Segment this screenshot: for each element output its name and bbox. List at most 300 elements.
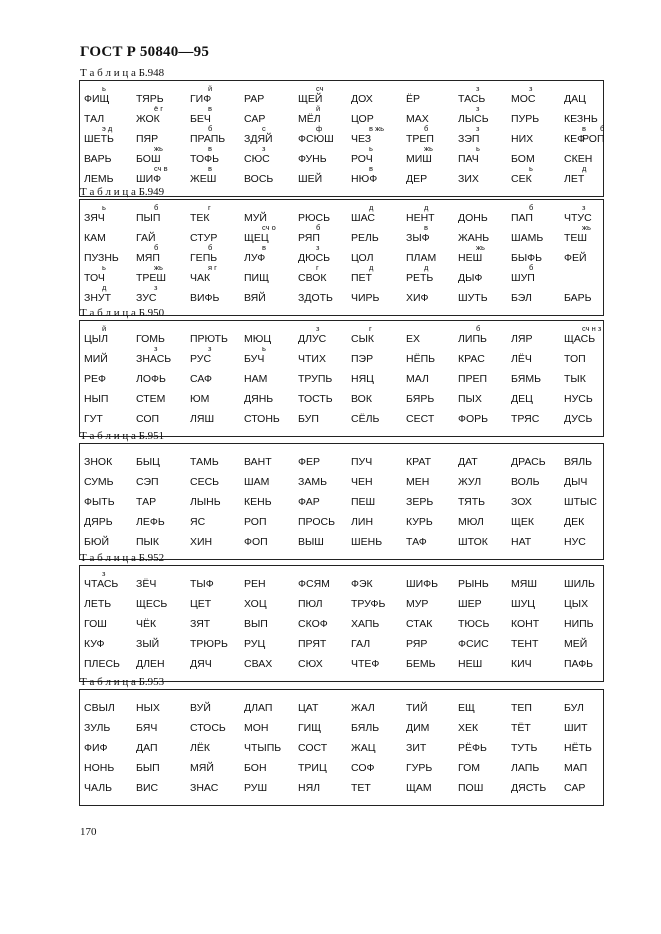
word-text: ДОХ bbox=[351, 93, 373, 105]
word-text: РЯР bbox=[406, 638, 428, 650]
word-text: ЗЕРЬ bbox=[406, 496, 434, 508]
word-text: ТРЕШ bbox=[136, 272, 167, 284]
word-text: САР bbox=[244, 113, 266, 125]
word-text: ЩЕСЬ bbox=[136, 598, 168, 610]
word-text: ВАНТ bbox=[244, 456, 272, 468]
word-text: ЧТИХ bbox=[298, 353, 326, 365]
word-text: ЧЁК bbox=[136, 618, 157, 630]
pronunciation-mark: жь bbox=[476, 243, 485, 252]
word-text: ТЫФ bbox=[190, 578, 214, 590]
word-text: МИШ bbox=[406, 153, 432, 165]
word-text: ПРЮТЬ bbox=[190, 333, 228, 345]
word-text: ЩЕЦ bbox=[244, 232, 269, 244]
table-caption: Т а б л и ц а Б.953 bbox=[80, 676, 165, 688]
word-text: РУС bbox=[190, 353, 212, 365]
word-text: МАП bbox=[564, 762, 588, 774]
word-text: РЁФЬ bbox=[458, 742, 487, 754]
word-text: ВУЙ bbox=[190, 702, 211, 714]
word-text: ШИФЬ bbox=[406, 578, 439, 590]
pronunciation-mark: з bbox=[476, 124, 480, 133]
word-text: БАРЬ bbox=[564, 292, 592, 304]
table-row bbox=[80, 734, 603, 754]
word-text: МЮЦ bbox=[244, 333, 272, 345]
table-row bbox=[80, 244, 603, 264]
word-text: БОН bbox=[244, 762, 267, 774]
pronunciation-mark: ь bbox=[102, 84, 106, 93]
word-text: ДЮСЬ bbox=[298, 252, 331, 264]
word-text: ШАМЬ bbox=[511, 232, 544, 244]
word-text: ТОФЬ bbox=[190, 153, 219, 165]
word-text: ШЕТЬ bbox=[84, 133, 114, 145]
word-text: ПУРЬ bbox=[511, 113, 540, 125]
pronunciation-mark: в жь bbox=[369, 124, 384, 133]
word-text: ДАЦ bbox=[564, 93, 586, 105]
word-text: БЯМЬ bbox=[511, 373, 541, 385]
word-text: ТАР bbox=[136, 496, 157, 508]
pronunciation-mark: с bbox=[262, 124, 266, 133]
word-text: СТАК bbox=[406, 618, 433, 630]
word-text: ПЛАМ bbox=[406, 252, 437, 264]
word-text: ЛУФ bbox=[244, 252, 266, 264]
pronunciation-mark: ь bbox=[262, 344, 266, 353]
word-text: ШИФ bbox=[136, 173, 162, 185]
word-text: ЖЕШ bbox=[190, 173, 217, 185]
word-text: БОШ bbox=[136, 153, 161, 165]
word-text: ЛИПЬ bbox=[458, 333, 487, 345]
table-row bbox=[80, 630, 603, 650]
word-text: ТАФ bbox=[406, 536, 427, 548]
word-text: РЕФ bbox=[84, 373, 106, 385]
word-text: ФЭК bbox=[351, 578, 373, 590]
word-text: ЦОР bbox=[351, 113, 374, 125]
pronunciation-mark: з bbox=[582, 203, 586, 212]
pronunciation-mark: з bbox=[208, 344, 212, 353]
word-text: НЫХ bbox=[136, 702, 160, 714]
pronunciation-mark: з bbox=[154, 344, 158, 353]
word-text: ТРЕП bbox=[406, 133, 434, 145]
table-caption: Т а б л и ц а Б.950 bbox=[80, 307, 165, 319]
word-text: ФИФ bbox=[84, 742, 108, 754]
word-text: ШЕНЬ bbox=[351, 536, 383, 548]
pronunciation-mark: з bbox=[262, 144, 266, 153]
table-row bbox=[80, 405, 603, 425]
word-text: ТОСТЬ bbox=[298, 393, 333, 405]
pronunciation-mark: жь bbox=[582, 223, 591, 232]
pronunciation-mark: г bbox=[316, 263, 319, 272]
word-text: СЕСТ bbox=[406, 413, 435, 425]
word-text: ЗЁЧ bbox=[136, 578, 157, 590]
word-text: ВЫП bbox=[244, 618, 268, 630]
pronunciation-mark: б bbox=[529, 263, 534, 272]
word-text: СОСТ bbox=[298, 742, 328, 754]
word-text: ЛИН bbox=[351, 516, 374, 528]
word-text: ЗУС bbox=[136, 292, 157, 304]
word-text: ЖУЛ bbox=[458, 476, 482, 488]
pronunciation-mark: сч н з bbox=[582, 324, 602, 333]
pronunciation-mark: й bbox=[102, 324, 107, 333]
word-text: ПОШ bbox=[458, 782, 484, 794]
word-text: ПУЧ bbox=[351, 456, 373, 468]
pronunciation-mark: д bbox=[424, 263, 429, 272]
word-text: ПРЕП bbox=[458, 373, 488, 385]
pronunciation-mark: б bbox=[154, 243, 159, 252]
word-text: ШТЫС bbox=[564, 496, 597, 508]
pronunciation-mark: жь bbox=[154, 144, 163, 153]
table-row bbox=[80, 204, 603, 224]
page-title: ГОСТ Р 50840—95 bbox=[80, 44, 210, 60]
word-text: МАХ bbox=[406, 113, 429, 125]
word-text: ДЕР bbox=[406, 173, 428, 185]
pronunciation-mark: я г bbox=[208, 263, 217, 272]
word-text: ЛЕТ bbox=[564, 173, 585, 185]
word-text: ЛАПЬ bbox=[511, 762, 540, 774]
word-text: ЯС bbox=[190, 516, 206, 528]
word-text: РЕЛЬ bbox=[351, 232, 379, 244]
table-row bbox=[80, 325, 603, 345]
word-text: ТЁТ bbox=[511, 722, 531, 734]
word-text: ЛЫСЬ bbox=[458, 113, 489, 125]
pronunciation-mark: в bbox=[424, 223, 428, 232]
word-text: СЮХ bbox=[298, 658, 323, 670]
word-text: ФСИС bbox=[458, 638, 489, 650]
word-text: ЕЩ bbox=[458, 702, 475, 714]
word-text: МЯП bbox=[136, 252, 160, 264]
word-text: ГЕПЬ bbox=[190, 252, 218, 264]
word-text: КЕЗНЬ bbox=[564, 113, 598, 125]
word-text: НИПЬ bbox=[564, 618, 594, 630]
word-text: БУЧ bbox=[244, 353, 265, 365]
table-row bbox=[80, 774, 603, 794]
word-text: ЛЁК bbox=[190, 742, 211, 754]
word-text: НАТ bbox=[511, 536, 532, 548]
word-text: СЕСЬ bbox=[190, 476, 220, 488]
word-text: ЕХ bbox=[406, 333, 421, 345]
word-text: МЯШ bbox=[511, 578, 537, 590]
word-text: БЮЙ bbox=[84, 536, 110, 548]
word-text: ЗНУТ bbox=[84, 292, 112, 304]
word-text: ЗЫФ bbox=[406, 232, 430, 244]
word-text: ГОШ bbox=[84, 618, 107, 630]
word-text: ФЕЙ bbox=[564, 252, 587, 264]
pronunciation-mark: жь bbox=[154, 263, 163, 272]
word-text: РОП bbox=[244, 516, 267, 528]
pronunciation-mark: в bbox=[208, 164, 212, 173]
table-row bbox=[80, 754, 603, 774]
pronunciation-mark: в bbox=[262, 243, 266, 252]
pronunciation-mark: в bbox=[208, 144, 212, 153]
word-text: НЯЛ bbox=[298, 782, 321, 794]
word-text: ВОК bbox=[351, 393, 372, 405]
word-text: ЛЕТЬ bbox=[84, 598, 112, 610]
word-text: КЕФ bbox=[564, 133, 586, 145]
word-text: ДЕЦ bbox=[511, 393, 533, 405]
word-text: ТЕТ bbox=[351, 782, 371, 794]
word-text: ФЕР bbox=[298, 456, 320, 468]
word-table bbox=[79, 320, 604, 437]
word-text: ШАС bbox=[351, 212, 375, 224]
pronunciation-mark: г bbox=[208, 203, 211, 212]
word-text: НОНЬ bbox=[84, 762, 115, 774]
word-text: ЧИРЬ bbox=[351, 292, 380, 304]
word-text: ШИТ bbox=[564, 722, 588, 734]
pronunciation-mark: сч о bbox=[262, 223, 276, 232]
pronunciation-mark: сч в bbox=[154, 164, 168, 173]
pronunciation-mark: б bbox=[529, 203, 534, 212]
word-text: ХИН bbox=[190, 536, 213, 548]
word-text: СКОФ bbox=[298, 618, 328, 630]
word-table bbox=[79, 80, 604, 197]
pronunciation-mark: з bbox=[154, 283, 158, 292]
word-text: ПРАПЬ bbox=[190, 133, 226, 145]
table-row bbox=[80, 105, 603, 125]
word-text: ЧТЕФ bbox=[351, 658, 380, 670]
word-text: ГИЩ bbox=[298, 722, 322, 734]
word-table bbox=[79, 443, 604, 560]
word-text: БЫП bbox=[136, 762, 160, 774]
word-text: ТЮСЬ bbox=[458, 618, 490, 630]
word-text: РУЦ bbox=[244, 638, 266, 650]
word-text: РЯП bbox=[298, 232, 320, 244]
pronunciation-mark: з bbox=[529, 84, 533, 93]
word-text: ШИЛЬ bbox=[564, 578, 595, 590]
word-text: ПУЗНЬ bbox=[84, 252, 119, 264]
word-text: НЕНТ bbox=[406, 212, 435, 224]
table-row bbox=[80, 694, 603, 714]
word-text: ГУРЬ bbox=[406, 762, 433, 774]
word-text: ЗНАС bbox=[190, 782, 219, 794]
word-text: ГАЙ bbox=[136, 232, 156, 244]
word-text: ХОЦ bbox=[244, 598, 267, 610]
pronunciation-mark: б bbox=[424, 124, 429, 133]
word-text: ШТОК bbox=[458, 536, 488, 548]
word-text: СЁЛЬ bbox=[351, 413, 380, 425]
table-row bbox=[80, 448, 603, 468]
word-text: ЖАНЬ bbox=[458, 232, 490, 244]
table-row bbox=[80, 650, 603, 670]
word-text: НЁТЬ bbox=[564, 742, 592, 754]
word-text: ЧТУС bbox=[564, 212, 592, 224]
word-text: ФСЯМ bbox=[298, 578, 330, 590]
word-text: ШУП bbox=[511, 272, 535, 284]
word-text: ДОНЬ bbox=[458, 212, 488, 224]
word-text: ШУТЬ bbox=[458, 292, 488, 304]
word-text: ПЫХ bbox=[458, 393, 482, 405]
word-text: СЫК bbox=[351, 333, 374, 345]
word-text: ТЯТЬ bbox=[458, 496, 486, 508]
word-text: ДЯНЬ bbox=[244, 393, 274, 405]
table-caption: Т а б л и ц а Б.952 bbox=[80, 552, 165, 564]
word-text: БЯРЬ bbox=[406, 393, 435, 405]
word-text: НЯЦ bbox=[351, 373, 374, 385]
word-text: ЧАК bbox=[190, 272, 211, 284]
word-text: МУР bbox=[406, 598, 429, 610]
table-row bbox=[80, 264, 603, 284]
word-text: ФОП bbox=[244, 536, 268, 548]
word-text: СКЕН bbox=[564, 153, 593, 165]
word-text: МУЙ bbox=[244, 212, 267, 224]
table-row bbox=[80, 610, 603, 630]
table-row bbox=[80, 345, 603, 365]
word-text: БУЛ bbox=[564, 702, 584, 714]
word-text: ПАФЬ bbox=[564, 658, 594, 670]
pronunciation-mark: ф bbox=[316, 124, 323, 133]
word-text: КУРЬ bbox=[406, 516, 433, 528]
word-text: МАЛ bbox=[406, 373, 429, 385]
pronunciation-mark: ь bbox=[102, 263, 106, 272]
pronunciation-mark: з bbox=[102, 569, 106, 578]
pronunciation-mark: ь bbox=[369, 144, 373, 153]
word-text: ХЕК bbox=[458, 722, 479, 734]
word-text: СУМЬ bbox=[84, 476, 114, 488]
word-text: ФАР bbox=[298, 496, 320, 508]
word-text: МЁЛ bbox=[298, 113, 321, 125]
table-row bbox=[80, 488, 603, 508]
word-text: ПИЩ bbox=[244, 272, 269, 284]
word-text: МЯЙ bbox=[190, 762, 214, 774]
word-text: ДЛУС bbox=[298, 333, 327, 345]
word-text: ГАЛ bbox=[351, 638, 371, 650]
word-text: ПЫК bbox=[136, 536, 159, 548]
word-text: ФСЮШ bbox=[298, 133, 334, 145]
word-text: ЁР bbox=[406, 93, 421, 105]
word-text: ДАТ bbox=[458, 456, 478, 468]
word-text: НЮФ bbox=[351, 173, 378, 185]
word-text: ТОП bbox=[564, 353, 586, 365]
word-text: СЕК bbox=[511, 173, 532, 185]
pronunciation-mark: г bbox=[369, 324, 372, 333]
pronunciation-mark: з bbox=[476, 104, 480, 113]
word-text: СОФ bbox=[351, 762, 375, 774]
table-row bbox=[80, 125, 603, 145]
word-text: ДЕК bbox=[564, 516, 585, 528]
word-text: ДИМ bbox=[406, 722, 430, 734]
word-text: ТОЧ bbox=[84, 272, 105, 284]
pronunciation-mark: сч bbox=[316, 84, 324, 93]
word-text: ДУСЬ bbox=[564, 413, 593, 425]
word-text: СВАХ bbox=[244, 658, 273, 670]
word-text: ЛЕФЬ bbox=[136, 516, 165, 528]
word-text: ГИФ bbox=[190, 93, 212, 105]
word-text: ЗОХ bbox=[511, 496, 532, 508]
word-text: ПАП bbox=[511, 212, 533, 224]
word-text: КРАС bbox=[458, 353, 485, 365]
word-text: САФ bbox=[190, 373, 212, 385]
word-text: СЭП bbox=[136, 476, 159, 488]
word-text: РЮСЬ bbox=[298, 212, 330, 224]
word-text: РОП bbox=[582, 133, 605, 145]
word-text: ТРЮРЬ bbox=[190, 638, 228, 650]
pronunciation-mark: б bbox=[208, 124, 213, 133]
word-text: НУС bbox=[564, 536, 586, 548]
page-number: 170 bbox=[80, 826, 97, 838]
word-text: РЕН bbox=[244, 578, 266, 590]
word-text: КЕНЬ bbox=[244, 496, 272, 508]
word-text: ЗИХ bbox=[458, 173, 479, 185]
pronunciation-mark: й bbox=[208, 84, 213, 93]
word-text: ЗНАСЬ bbox=[136, 353, 172, 365]
word-text: СТОНЬ bbox=[244, 413, 280, 425]
word-text: ЛЯР bbox=[511, 333, 533, 345]
pronunciation-mark: ё г bbox=[154, 104, 163, 113]
word-text: НАМ bbox=[244, 373, 268, 385]
word-text: НЕШ bbox=[458, 658, 483, 670]
word-text: ДЯСТЬ bbox=[511, 782, 547, 794]
word-text: КОНТ bbox=[511, 618, 540, 630]
word-text: ТАСЬ bbox=[458, 93, 486, 105]
word-text: ЩЕК bbox=[511, 516, 534, 528]
table-row bbox=[80, 590, 603, 610]
word-text: ЗЯТ bbox=[190, 618, 211, 630]
word-text: СВОК bbox=[298, 272, 327, 284]
word-text: ШАМ bbox=[244, 476, 270, 488]
word-text: НЁПЬ bbox=[406, 353, 436, 365]
word-text: ЧЕН bbox=[351, 476, 373, 488]
word-text: ДЯЧ bbox=[190, 658, 212, 670]
word-text: ГУТ bbox=[84, 413, 103, 425]
word-text: РУШ bbox=[244, 782, 268, 794]
word-text: ЗДЯЙ bbox=[244, 133, 273, 145]
word-text: ХАПЬ bbox=[351, 618, 380, 630]
pronunciation-mark: э д bbox=[102, 124, 113, 133]
pronunciation-mark: б bbox=[316, 223, 321, 232]
word-text: СОП bbox=[136, 413, 160, 425]
pronunciation-mark: з bbox=[476, 84, 480, 93]
word-text: НЕШ bbox=[458, 252, 483, 264]
word-text: ЦЫЛ bbox=[84, 333, 108, 345]
word-text: ШЕЙ bbox=[298, 173, 323, 185]
pronunciation-mark: з bbox=[316, 324, 320, 333]
pronunciation-mark: ь bbox=[476, 144, 480, 153]
word-text: ГОМЬ bbox=[136, 333, 165, 345]
word-text: ЛЁЧ bbox=[511, 353, 532, 365]
word-text: ЦЫХ bbox=[564, 598, 589, 610]
word-text: СТЕМ bbox=[136, 393, 166, 405]
word-text: ТЫК bbox=[564, 373, 586, 385]
word-text: ХИФ bbox=[406, 292, 429, 304]
pronunciation-mark: д bbox=[582, 164, 587, 173]
word-text: СЮС bbox=[244, 153, 270, 165]
word-text: БЫЦ bbox=[136, 456, 160, 468]
word-text: ТРИЦ bbox=[298, 762, 327, 774]
word-text: ЛЕМЬ bbox=[84, 173, 114, 185]
word-text: НЫП bbox=[84, 393, 109, 405]
word-text: ЗНОК bbox=[84, 456, 113, 468]
word-text: ЦЕТ bbox=[190, 598, 212, 610]
word-text: ЗАМЬ bbox=[298, 476, 327, 488]
word-text: ФИЩ bbox=[84, 93, 110, 105]
word-text: ЖАЛ bbox=[351, 702, 375, 714]
table-row bbox=[80, 468, 603, 488]
word-text: ДЫЧ bbox=[564, 476, 588, 488]
word-text: ЗУЛЬ bbox=[84, 722, 111, 734]
word-text: БЕМЬ bbox=[406, 658, 436, 670]
word-text: ДАП bbox=[136, 742, 158, 754]
word-text: ТУТЬ bbox=[511, 742, 538, 754]
word-text: ЗИТ bbox=[406, 742, 427, 754]
word-text: РОЧ bbox=[351, 153, 373, 165]
word-text: ЛОФЬ bbox=[136, 373, 166, 385]
word-text: МОН bbox=[244, 722, 269, 734]
word-text: РЕТЬ bbox=[406, 272, 434, 284]
word-text: ДЯРЬ bbox=[84, 516, 113, 528]
pronunciation-mark: б bbox=[154, 203, 159, 212]
word-text: ЧТАСЬ bbox=[84, 578, 119, 590]
word-text: РАР bbox=[244, 93, 265, 105]
word-text: ШУЦ bbox=[511, 598, 536, 610]
word-text: ЛЫНЬ bbox=[190, 496, 221, 508]
table-caption: Т а б л и ц а Б.949 bbox=[80, 186, 165, 198]
word-text: ФЫТЬ bbox=[84, 496, 115, 508]
